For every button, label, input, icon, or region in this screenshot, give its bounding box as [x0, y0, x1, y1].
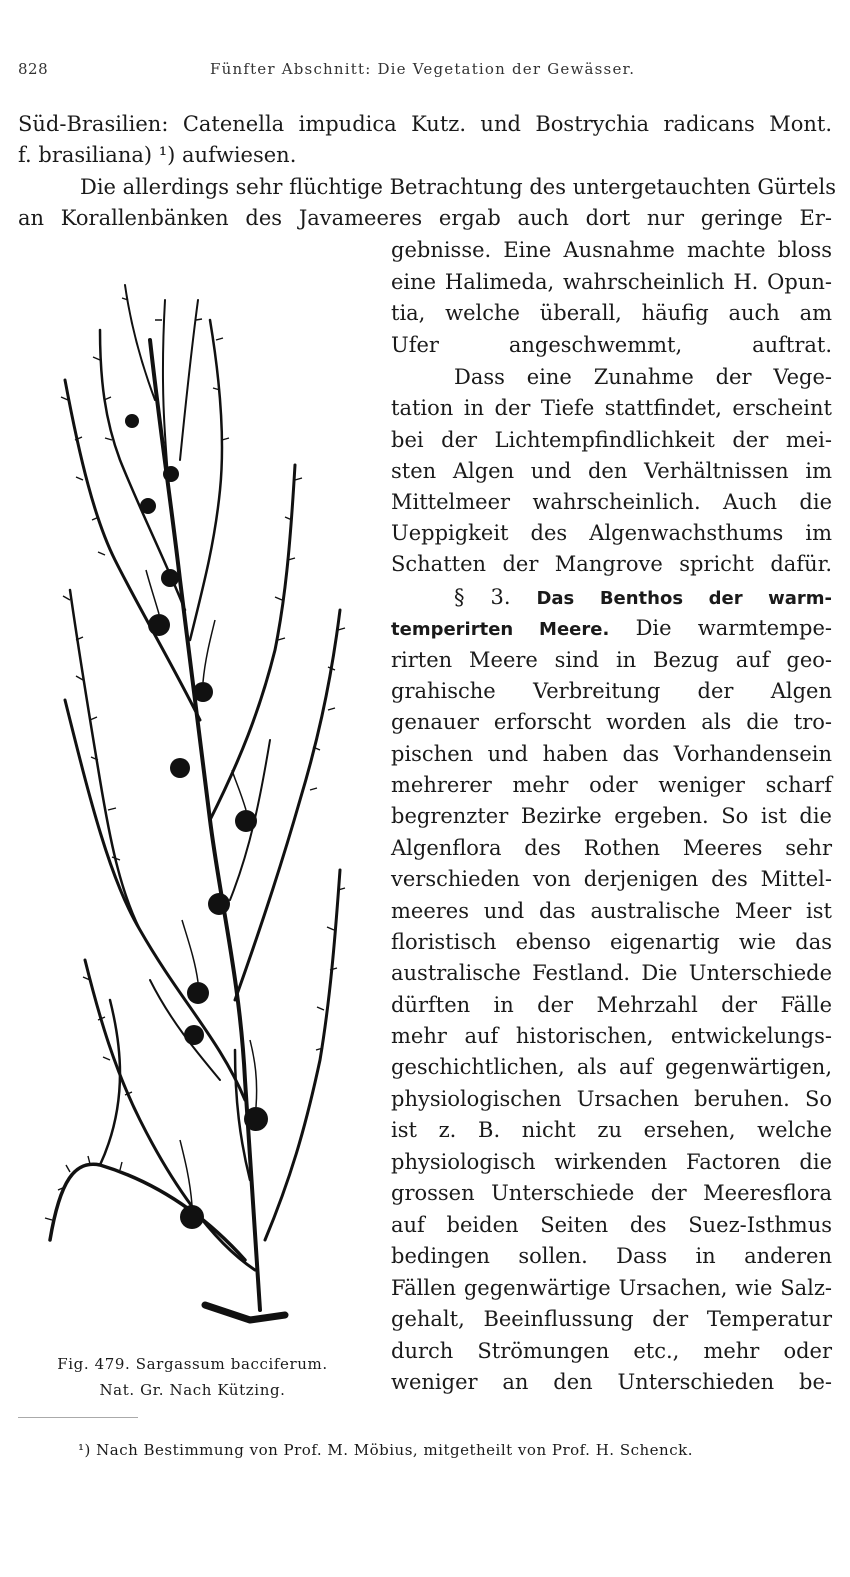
- text-line: Fällen gegenwärtige Ursachen, wie Salz-: [391, 1276, 832, 1300]
- text-line: bei der Lichtempfindlichkeit der mei-: [391, 428, 832, 452]
- running-header: [18, 60, 832, 84]
- text-line: grossen Unterschiede der Meeresflora: [391, 1181, 832, 1205]
- figure-illustration: [20, 280, 370, 1325]
- sargassum-drawing: [20, 280, 370, 1325]
- text-line: tia, welche überall, häufig auch am: [391, 301, 832, 325]
- text-line: Ueppigkeit des Algenwachsthums im: [391, 521, 832, 545]
- text-line: Süd-Brasilien: Catenella impudica Kutz. und Bostrychia radicans Mont.: [18, 112, 832, 136]
- text-line: floristisch ebenso eigenartig wie das: [391, 930, 832, 954]
- section-number: § 3.: [454, 585, 511, 609]
- text-line: meeres und das australische Meer ist: [391, 899, 832, 923]
- text-line: pischen und haben das Vorhandensein: [391, 742, 832, 766]
- page-number: 828: [18, 60, 49, 78]
- text-line: Mittelmeer wahrscheinlich. Auch die: [391, 490, 832, 514]
- text-line: bedingen sollen. Dass in anderen: [391, 1244, 832, 1268]
- section-title: Das Benthos der warm-: [536, 588, 832, 609]
- text-line: durch Strömungen etc., mehr oder: [391, 1339, 832, 1363]
- text-line: Ufer angeschwemmt, auftrat.: [391, 333, 832, 357]
- text-line: sten Algen und den Verhältnissen im: [391, 459, 832, 483]
- text-line: verschieden von derjenigen des Mittel-: [391, 867, 832, 891]
- text-line: begrenzter Bezirke ergeben. So ist die: [391, 804, 832, 828]
- text-line: gebnisse. Eine Ausnahme machte bloss: [391, 238, 832, 262]
- text-line: tation in der Tiefe stattfindet, erscheint: [391, 396, 832, 420]
- figure-caption-line: Nat. Gr. Nach Kützing.: [99, 1381, 286, 1399]
- text-line: grahische Verbreitung der Algen: [391, 679, 832, 703]
- text-line: geschichtlichen, als auf gegenwärtigen,: [391, 1055, 832, 1079]
- figure-caption-line: Fig. 479. Sargassum bacciferum.: [57, 1355, 328, 1373]
- text-line: physiologischen Ursachen beruhen. So: [391, 1087, 832, 1111]
- text-line: genauer erforscht worden als die tro-: [391, 710, 832, 734]
- text-line: physiologisch wirkenden Factoren die: [391, 1150, 832, 1174]
- text-line: Algenflora des Rothen Meeres sehr: [391, 836, 832, 860]
- text-line: gehalt, Beeinflussung der Temperatur: [391, 1307, 832, 1331]
- text-fragment: Die warmtempe-: [635, 616, 832, 640]
- text-line: auf beiden Seiten des Suez-Isthmus: [391, 1213, 832, 1237]
- section-title: temperirten Meere.: [391, 619, 610, 640]
- section-heading-line: [454, 583, 832, 613]
- text-line: weniger an den Unterschieden be-: [391, 1370, 832, 1394]
- text-line: australische Festland. Die Unterschiede: [391, 961, 832, 985]
- text-line: rirten Meere sind in Bezug auf geo-: [391, 648, 832, 672]
- text-line: mehrerer mehr oder weniger scharf: [391, 773, 832, 797]
- text-line: Schatten der Mangrove spricht dafür.: [391, 552, 832, 576]
- section-heading-line: [391, 614, 832, 644]
- text-line: mehr auf historischen, entwickelungs-: [391, 1024, 832, 1048]
- text-line: eine Halimeda, wahrscheinlich H. Opun-: [391, 270, 832, 294]
- text-line: ist z. B. nicht zu ersehen, welche: [391, 1118, 832, 1142]
- text-line: Die allerdings sehr flüchtige Betrachtung des untergetauchten Gürtels: [80, 175, 837, 199]
- text-line: an Korallenbänken des Javameeres ergab auch dort nur geringe Er-: [18, 206, 832, 230]
- text-line: dürften in der Mehrzahl der Fälle: [391, 993, 832, 1017]
- running-title: Fünfter Abschnitt: Die Vegetation der Gewässer.: [210, 60, 636, 78]
- footnote: ¹) Nach Bestimmung von Prof. M. Möbius, mitgetheilt von Prof. H. Schenck.: [78, 1441, 693, 1459]
- footnote-divider: [18, 1417, 138, 1418]
- text-line: f. brasiliana) ¹) aufwiesen.: [18, 143, 297, 167]
- text-line: Dass eine Zunahme der Vege-: [454, 365, 832, 389]
